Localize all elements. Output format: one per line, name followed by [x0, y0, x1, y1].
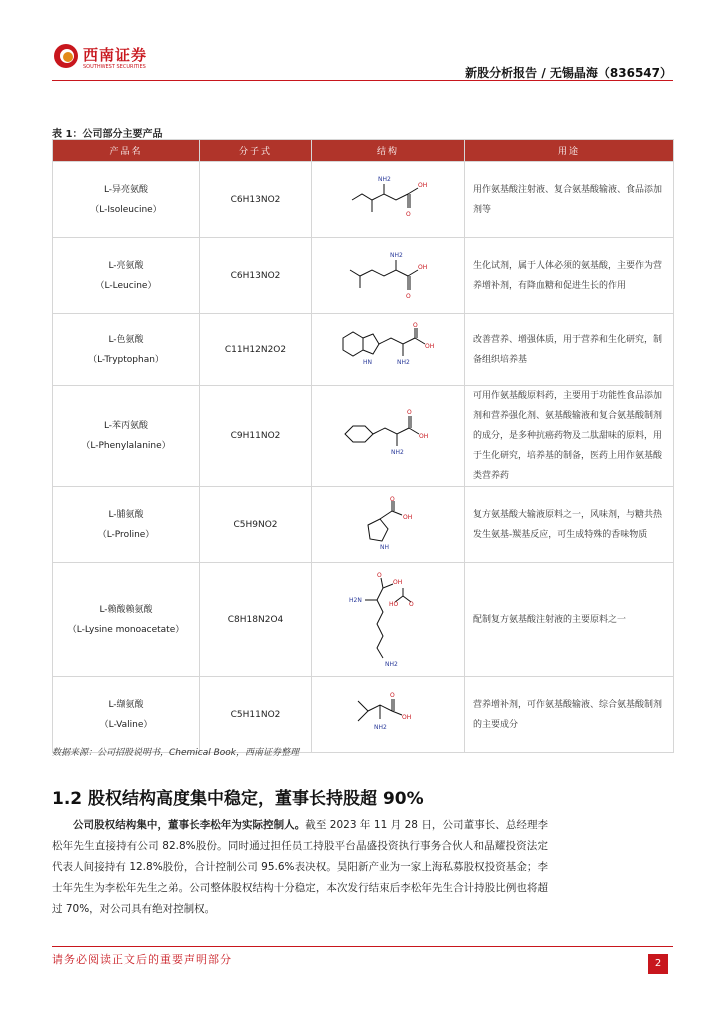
svg-text:OH: OH: [419, 433, 429, 440]
paragraph-lead: 公司股权结构集中，董事长李松年为实际控制人。: [73, 819, 306, 831]
product-name-en: （L-Valine）: [99, 719, 153, 730]
report-header-title: 新股分析报告 / 无锡晶海（836547）: [465, 66, 672, 80]
tryptophan-structure-icon: [333, 320, 443, 380]
svg-text:NH2: NH2: [378, 175, 391, 183]
isoleucine-structure-icon: [338, 172, 438, 228]
table-source-note: 数据来源：公司招股说明书，Chemical Book，西南证券整理: [52, 748, 300, 758]
svg-text:O: O: [407, 409, 412, 416]
product-name-en: （L-Leucine）: [95, 280, 157, 291]
structure-cell: [312, 314, 465, 386]
product-name-cell: [53, 386, 200, 487]
svg-text:NH2: NH2: [397, 358, 410, 366]
product-name-cell: [53, 677, 200, 753]
product-name-cn: L-亮氨酸: [108, 260, 144, 271]
logo-name-en: SOUTHWEST SECURITIES: [83, 64, 146, 70]
formula-cell: C5H11NO2: [200, 677, 312, 753]
usage-cell: 营养增补剂，可作氨基酸输液、综合氨基酸制剂的主要成分: [465, 677, 674, 753]
svg-text:HN: HN: [363, 358, 372, 366]
product-name-cn: L-赖酸赖氨酸: [99, 604, 153, 615]
product-name-en: （L-Proline）: [97, 529, 155, 540]
svg-text:OH: OH: [425, 342, 435, 350]
table-row: [53, 314, 674, 386]
product-name-en: （L-Lysine monoacetate）: [67, 624, 185, 635]
svg-text:NH2: NH2: [385, 660, 398, 668]
table-row: [53, 386, 674, 487]
svg-text:OH: OH: [418, 181, 428, 189]
svg-text:NH: NH: [380, 543, 389, 551]
svg-text:O: O: [390, 691, 395, 699]
formula-cell: C11H12N2O2: [200, 314, 312, 386]
svg-text:NH2: NH2: [391, 449, 404, 456]
product-name-cell: [53, 487, 200, 563]
proline-structure-icon: [338, 495, 438, 555]
formula-cell: C6H13NO2: [200, 162, 312, 238]
product-name-cn: L-缬氨酸: [108, 699, 144, 710]
structure-cell: [312, 238, 465, 314]
formula-cell: C9H11NO2: [200, 386, 312, 487]
svg-text:O: O: [409, 600, 414, 608]
usage-cell: 复方氨基酸大输液原料之一，风味剂，与糖共热发生氨基-羰基反应，可生成特殊的香味物质: [465, 487, 674, 563]
product-name-cn: L-色氨酸: [108, 334, 144, 345]
column-header-formula: 分子式: [200, 140, 312, 162]
structure-cell: [312, 386, 465, 487]
column-header-product: 产品名: [53, 140, 200, 162]
paragraph-body: 截至 2023 年 11 月 28 日，公司董事长、总经理李松年先生直接持有公司 82.8%股份。同时通过担任员工持股平台晶盛投资执行事务合伙人和晶耀投资法定代表人间接持有 12.8%股份，合计控制公司 95.6%表决权。昊阳新产业为一家上海私募股权投资基金；李士年先生为李松年先生之弟。公司整体股权结构十分稳定，本次发行结束后李松年先生合计持股比例也将超过 70%，对公司具有绝对控制权。: [52, 819, 549, 915]
product-name-cn: L-脯氨酸: [108, 509, 144, 520]
table-header-row: [53, 140, 674, 162]
structure-cell: [312, 563, 465, 677]
usage-cell: 用作氨基酸注射液、复合氨基酸输液、食品添加剂等: [465, 162, 674, 238]
table-row: [53, 563, 674, 677]
lysine-monoacetate-structure-icon: [333, 570, 443, 670]
structure-cell: [312, 487, 465, 563]
phenylalanine-structure-icon: [333, 406, 443, 466]
table-caption: 表 1：公司部分主要产品: [52, 129, 163, 140]
table-row: [53, 677, 674, 753]
column-header-usage: 用途: [465, 140, 674, 162]
valine-structure-icon: [338, 685, 438, 745]
svg-text:NH2: NH2: [374, 723, 387, 731]
section-paragraph: [52, 815, 548, 920]
svg-text:OH: OH: [403, 513, 413, 521]
product-name-cn: L-苯丙氨酸: [103, 421, 149, 431]
structure-cell: [312, 677, 465, 753]
logo-name-cn: 西南证券: [83, 46, 148, 64]
product-name-cell: [53, 162, 200, 238]
formula-cell: C5H9NO2: [200, 487, 312, 563]
svg-text:OH: OH: [418, 263, 428, 271]
usage-cell: 可用作氨基酸原料药，主要用于功能性食品添加剂和营养强化剂、氨基酸输液和复合氨基酸制剂的成分，是多种抗癌药物及二肽甜味的原料，用于生化研究，培养基的制备，医药上用作氨基酸类营养药: [465, 386, 674, 487]
svg-text:H2N: H2N: [349, 596, 362, 604]
svg-text:HO: HO: [389, 600, 399, 608]
svg-text:O: O: [390, 495, 395, 503]
usage-cell: 配制复方氨基酸注射液的主要原料之一: [465, 563, 674, 677]
svg-text:O: O: [377, 571, 382, 579]
section-heading: 1.2 股权结构高度集中稳定，董事长持股超 90%: [52, 789, 424, 809]
svg-text:O: O: [406, 210, 411, 218]
table-row: [53, 487, 674, 563]
product-name-en: （L-Isoleucine）: [90, 204, 162, 215]
product-name-cell: [53, 563, 200, 677]
product-name-en: （L-Phenylalanine）: [81, 441, 171, 451]
formula-cell: C6H13NO2: [200, 238, 312, 314]
svg-text:NH2: NH2: [390, 251, 403, 259]
products-table: [52, 139, 674, 753]
leucine-structure-icon: [338, 248, 438, 304]
company-logo: [54, 42, 154, 76]
svg-text:OH: OH: [393, 578, 403, 586]
product-name-cn: L-异亮氨酸: [103, 184, 149, 195]
svg-text:OH: OH: [402, 713, 412, 721]
header-divider: [52, 80, 673, 81]
footer-disclaimer: 请务必阅读正文后的重要声明部分: [52, 953, 232, 966]
formula-cell: C8H18N2O4: [200, 563, 312, 677]
table-row: [53, 162, 674, 238]
product-name-cell: [53, 238, 200, 314]
svg-text:O: O: [413, 321, 418, 329]
page-number: 2: [648, 954, 668, 974]
column-header-structure: 结构: [312, 140, 465, 162]
footer-divider: [52, 946, 673, 947]
svg-text:O: O: [406, 292, 411, 300]
table-row: [53, 238, 674, 314]
usage-cell: 生化试剂，属于人体必须的氨基酸，主要作为营养增补剂，有降血糖和促进生长的作用: [465, 238, 674, 314]
logo-emblem-icon: [54, 44, 78, 68]
product-name-en: （L-Tryptophan）: [88, 354, 164, 365]
usage-cell: 改善营养、增强体质，用于营养和生化研究，制备组织培养基: [465, 314, 674, 386]
structure-cell: [312, 162, 465, 238]
product-name-cell: [53, 314, 200, 386]
